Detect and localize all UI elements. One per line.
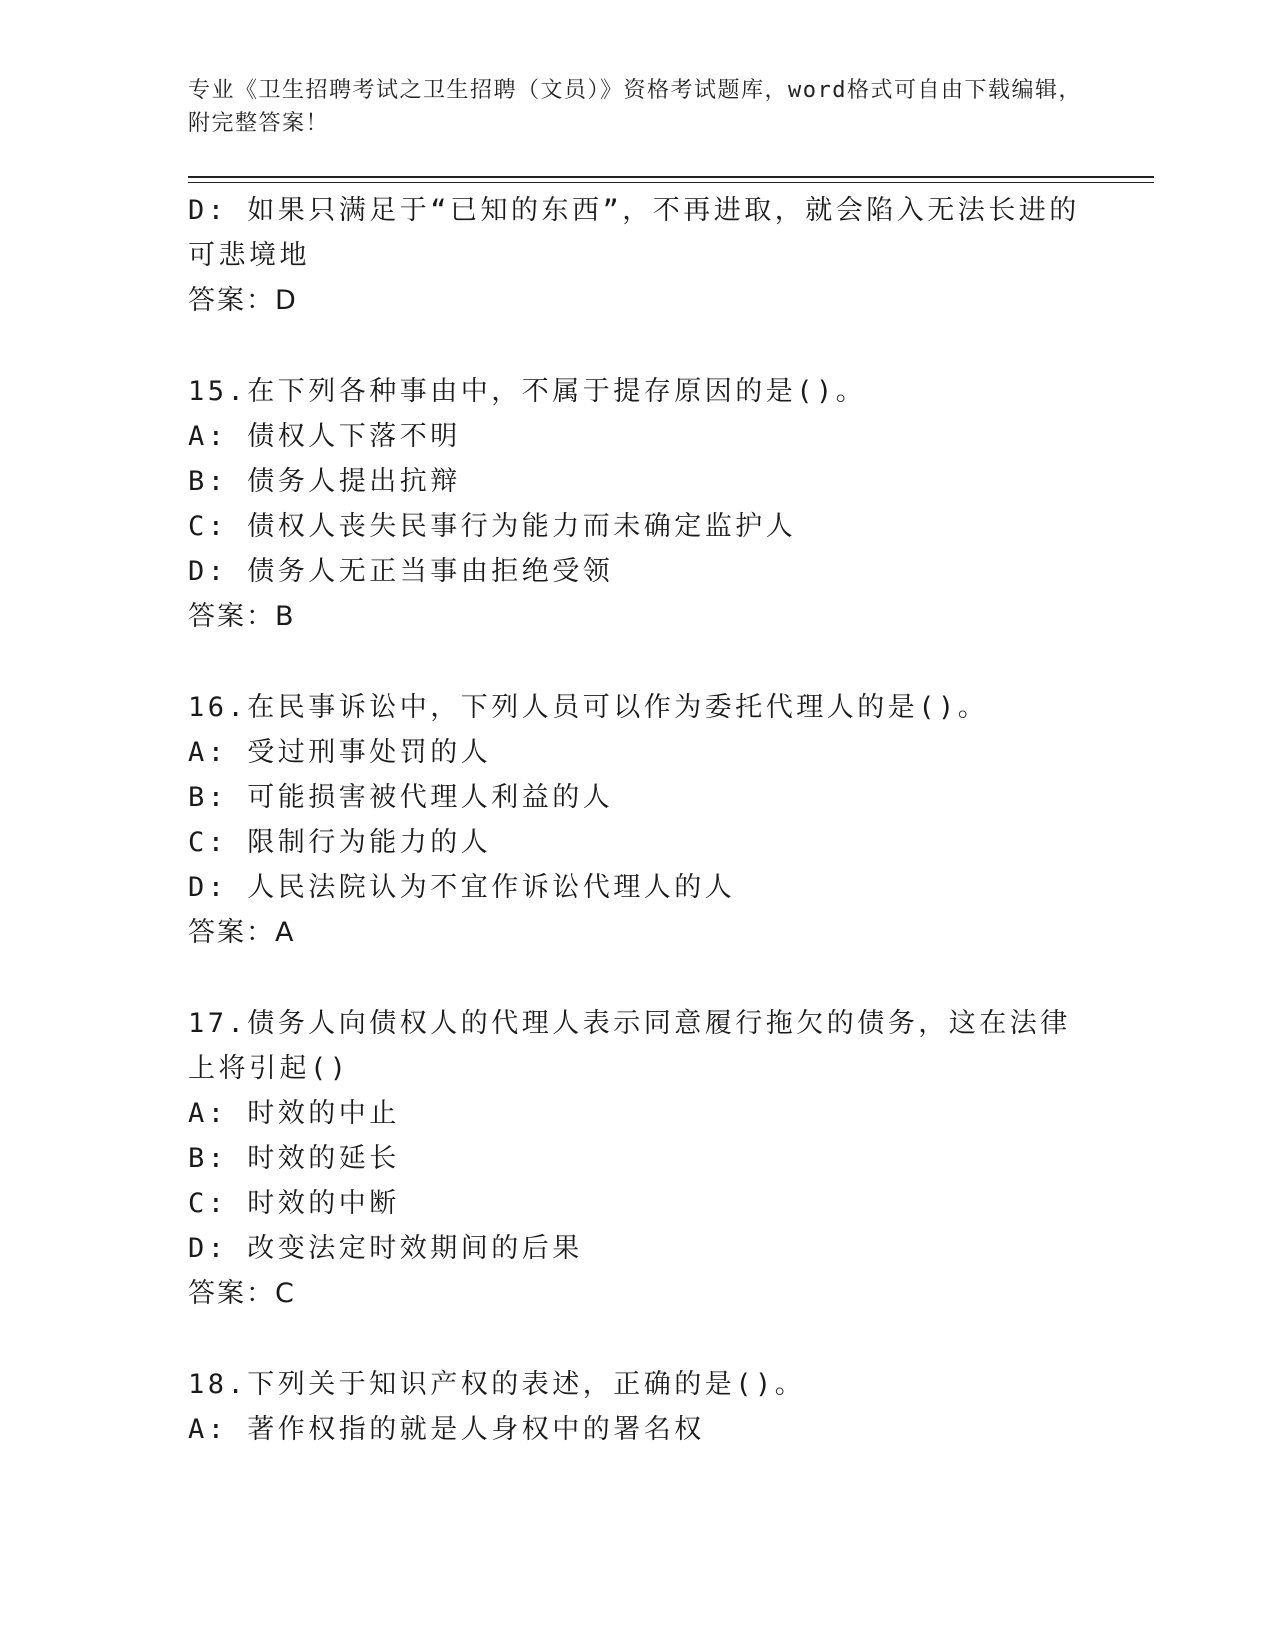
option-a: A: 受过刑事处罚的人 (188, 737, 492, 768)
question-stem: 15.在下列各种事由中，不属于提存原因的是()。 (188, 376, 867, 407)
answer-line: 答案：C (188, 1278, 296, 1309)
option-a: A: 时效的中止 (188, 1098, 400, 1129)
option-c: C: 时效的中断 (188, 1188, 400, 1219)
question-17 (188, 1001, 1088, 1316)
option-a: A: 著作权指的就是人身权中的署名权 (188, 1414, 705, 1445)
answer-line: 答案：A (188, 917, 296, 948)
answer-line: 答案：D (188, 285, 298, 316)
option-d: D: 改变法定时效期间的后果 (188, 1233, 583, 1264)
option-d: D: 债务人无正当事由拒绝受领 (188, 556, 614, 587)
answer-line: 答案：B (188, 601, 296, 632)
document-body (188, 188, 1088, 1452)
option-c: C: 债权人丧失民事行为能力而未确定监护人 (188, 511, 797, 542)
question-stem: 16.在民事诉讼中，下列人员可以作为委托代理人的是()。 (188, 692, 989, 723)
page-header: 专业《卫生招聘考试之卫生招聘（文员）》资格考试题库，word格式可自由下载编辑，附完整答案！ (188, 78, 1082, 136)
option-a: A: 债权人下落不明 (188, 421, 461, 452)
option-d: D: 人民法院认为不宜作诉讼代理人的人 (188, 872, 736, 903)
option-d: D: 如果只满足于“已知的东西”，不再进取，就会陷入无法长进的可悲境地 (188, 195, 1080, 271)
header-divider (188, 176, 1154, 178)
option-c: C: 限制行为能力的人 (188, 827, 492, 858)
option-b: B: 债务人提出抗辩 (188, 466, 461, 497)
question-stem: 18.下列关于知识产权的表述，正确的是()。 (188, 1369, 806, 1400)
question-stem: 17.债务人向债权人的代理人表示同意履行拖欠的债务，这在法律上将引起() (188, 1008, 1071, 1084)
option-b: B: 可能损害被代理人利益的人 (188, 782, 614, 813)
question-14-continued (188, 188, 1088, 323)
question-18 (188, 1362, 1088, 1452)
header-divider-thin (188, 182, 1154, 183)
option-b: B: 时效的延长 (188, 1143, 400, 1174)
question-15 (188, 369, 1088, 639)
question-16 (188, 685, 1088, 955)
